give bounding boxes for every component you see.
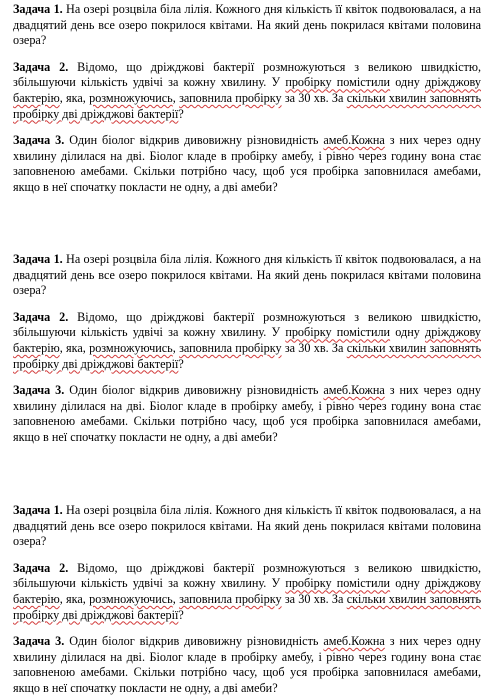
spellcheck-flagged-text[interactable]: заповнила пробірку — [179, 591, 282, 606]
spellcheck-flagged-text[interactable]: пробірку помістили — [285, 576, 391, 591]
task-label: Задача 1. — [13, 252, 63, 266]
task-text: , — [172, 90, 180, 105]
task-text: Один біолог відкрив дивовижну різновидність — [64, 634, 324, 649]
spellcheck-flagged-text[interactable]: скільки хвилин заповнять пробірку дві дріжджові бактерії — [13, 90, 482, 121]
task-block-1 — [13, 2, 481, 196]
spellcheck-flagged-text[interactable]: дріжджову бактерію — [13, 325, 481, 355]
task-text: ? — [178, 607, 184, 622]
task-text: одну — [390, 325, 426, 340]
task-3 — [13, 634, 481, 696]
spellcheck-flagged-text[interactable]: розмножуючись — [89, 90, 173, 105]
task-3 — [13, 133, 481, 195]
task-text: , яка, — [59, 591, 90, 606]
spellcheck-flagged-text[interactable]: розмножуючись — [89, 591, 173, 606]
spellcheck-flagged-text[interactable]: амеб.Кожна — [323, 634, 385, 649]
task-block-3 — [13, 503, 481, 697]
task-text: , яка, — [59, 340, 90, 355]
task-text: з них через одну хвилину ділилася на дві. Біолог кладе в пробірку амебу, і рівно через годину вона стає заповненою амебами. Скільки потрібно часу, щоб уся пробірка заповнилася амебами, якщо в неї спочатку покласти не одну, а дві амеби? — [13, 383, 481, 444]
task-1 — [13, 2, 481, 49]
task-text: На озері розцвіла біла лілія. Кожного дня кількість її квіток подвоювалася, а на двадцятий день все озеро покрилося квітами. На який день покрилася квітами половина озера? — [13, 252, 481, 298]
task-text: Відомо, що дріжджові бактерії розмножуються з великою швидкістю, збільшуючи кількість удвічі за кожну хвилину. У — [13, 309, 481, 340]
task-text: ? — [178, 106, 184, 121]
spellcheck-flagged-text[interactable]: скільки хвилин заповнять пробірку дві дріжджові бактерії — [13, 591, 482, 622]
spellcheck-flagged-text[interactable]: амеб.Кожна — [323, 133, 385, 148]
spellcheck-flagged-text[interactable]: заповнила пробірку — [179, 90, 282, 105]
task-text: з них через одну хвилину ділилася на дві. Біолог кладе в пробірку амебу, і рівно через годину вона стає заповненою амебами. Скільки потрібно часу, щоб уся пробірка заповнилася амебами, якщо в неї спочатку покласти не одну, а дві амеби? — [13, 634, 481, 695]
task-text: за 30 хв. За — [281, 90, 347, 105]
task-label: Задача 3. — [13, 133, 65, 148]
spellcheck-flagged-text[interactable]: дріжджову бактерію — [13, 576, 481, 606]
task-label: Задача 1. — [13, 503, 63, 517]
task-text: , — [172, 340, 180, 355]
task-text: , яка, — [59, 90, 90, 105]
task-text: з них через одну хвилину ділилася на дві. Біолог кладе в пробірку амебу, і рівно через годину вона стає заповненою амебами. Скільки потрібно часу, щоб уся пробірка заповнилася амебами, якщо в неї спочатку покласти не одну, а дві амеби? — [13, 133, 481, 194]
spellcheck-flagged-text[interactable]: заповнила пробірку — [179, 340, 282, 355]
task-label: Задача 3. — [13, 383, 65, 398]
spellcheck-flagged-text[interactable]: розмножуючись — [89, 340, 173, 355]
spellcheck-flagged-text[interactable]: пробірку помістили — [285, 75, 391, 90]
task-1 — [13, 252, 481, 299]
task-text: Відомо, що дріжджові бактерії розмножуються з великою швидкістю, збільшуючи кількість удвічі за кожну хвилину. У — [13, 59, 481, 90]
task-label: Задача 2. — [13, 309, 69, 324]
task-label: Задача 2. — [13, 59, 69, 74]
task-text: за 30 хв. За — [281, 591, 347, 606]
spellcheck-flagged-text[interactable]: скільки хвилин заповнять пробірку дві дріжджові бактерії — [13, 340, 482, 371]
spellcheck-flagged-text[interactable]: пробірку помістили — [285, 325, 391, 340]
task-label: Задача 1. — [13, 2, 63, 16]
spellcheck-flagged-text[interactable]: дріжджову бактерію — [13, 75, 481, 105]
task-text: На озері розцвіла біла лілія. Кожного дня кількість її квіток подвоювалася, а на двадцятий день все озеро покрилося квітами. На який день покрилася квітами половина озера? — [13, 2, 481, 48]
task-text: одну — [390, 576, 426, 591]
task-2 — [13, 310, 481, 372]
task-text: Один біолог відкрив дивовижну різновидність — [64, 383, 324, 398]
task-text: за 30 хв. За — [281, 340, 347, 355]
task-label: Задача 3. — [13, 634, 65, 649]
task-text: одну — [390, 75, 426, 90]
task-label: Задача 2. — [13, 560, 69, 575]
task-text: , — [172, 591, 180, 606]
task-text: На озері розцвіла біла лілія. Кожного дня кількість її квіток подвоювалася, а на двадцятий день все озеро покрилося квітами. На який день покрилася квітами половина озера? — [13, 503, 481, 549]
task-1 — [13, 503, 481, 550]
task-text: Один біолог відкрив дивовижну різновидність — [64, 133, 324, 148]
task-2 — [13, 561, 481, 623]
spellcheck-flagged-text[interactable]: амеб.Кожна — [323, 383, 385, 398]
task-text: ? — [178, 356, 184, 371]
task-3 — [13, 383, 481, 445]
task-2 — [13, 60, 481, 122]
task-block-2 — [13, 252, 481, 446]
task-text: Відомо, що дріжджові бактерії розмножуються з великою швидкістю, збільшуючи кількість удвічі за кожну хвилину. У — [13, 560, 481, 591]
